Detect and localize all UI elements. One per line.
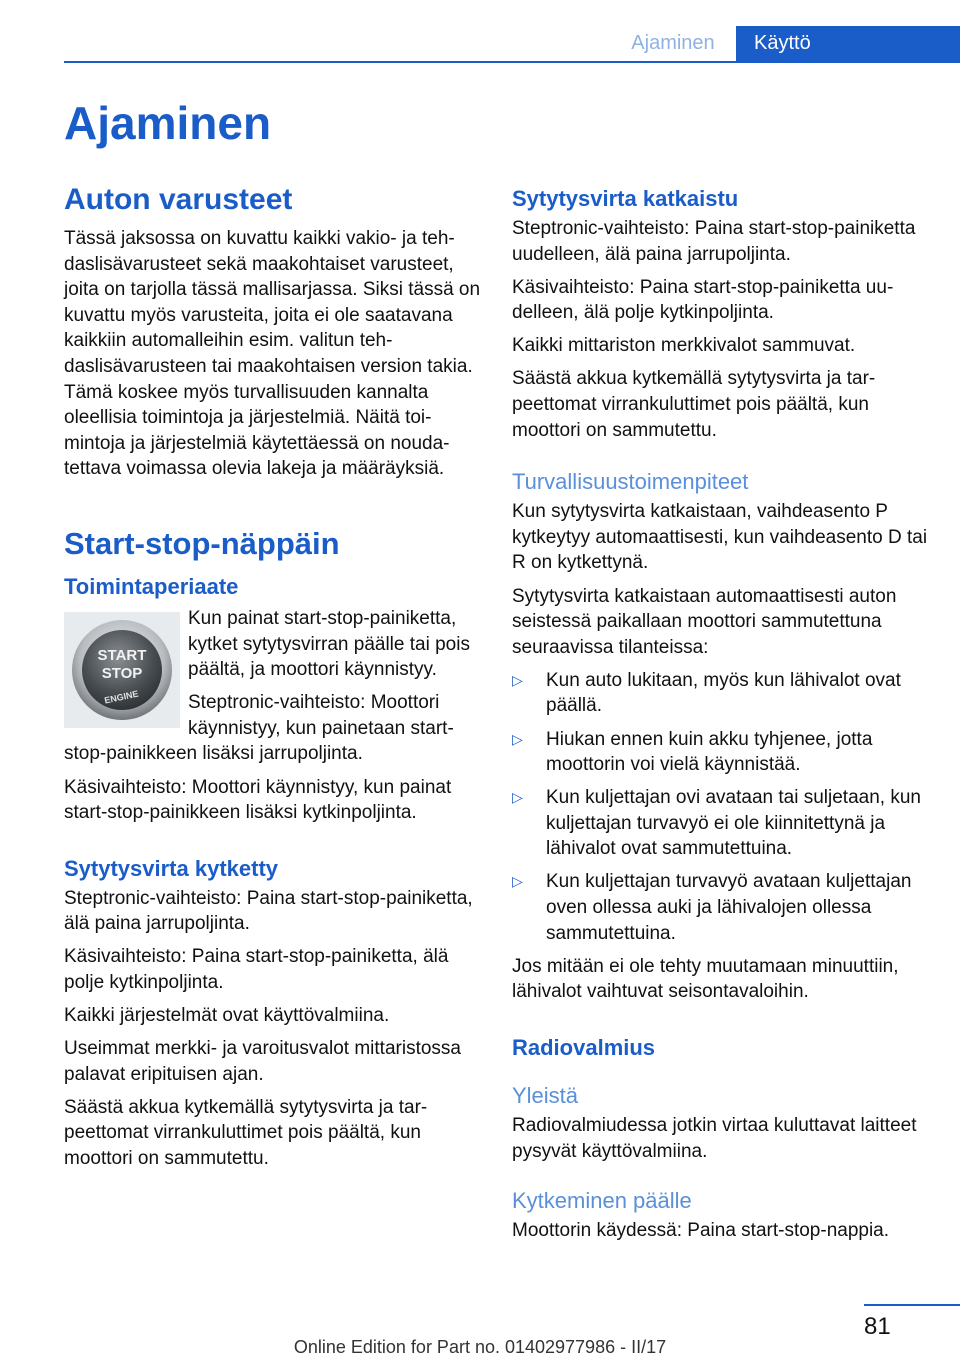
heading-yleista: Yleistä [512, 1082, 579, 1108]
bullet-triangle-icon: ▷ [512, 789, 523, 806]
start-stop-button-image [64, 612, 180, 728]
turva-p1: Kun sytytysvirta katkaistaan, vaihdeasento P kytkeytyy automaattisesti, kun vaihdeasento D tai R on kytkettynä. [512, 501, 928, 574]
katkaistu-p3: Kaikki mittariston merkkivalot sammuvat. [512, 335, 856, 357]
right-column [512, 184, 932, 1251]
heading-kytkeminen-paalle: Kytkeminen päälle [512, 1188, 692, 1214]
katkaistu-p2: Käsivaihteisto: Paina start-stop-painiketta uudelleen, älä polje kytkinpoljinta. [512, 276, 894, 324]
katkaistu-p4: Säästä akkua kytkemällä sytytysvirta ja tarpeettomat virrankuluttimet pois päältä, kun moottori on sammutettu. [512, 368, 876, 441]
heading-sytytysvirta-katkaistu: Sytytysvirta katkaistu [512, 186, 739, 211]
heading-sytytysvirta-kytketty: Sytytysvirta kytketty [64, 855, 279, 881]
heading-auton-varusteet: Auton varusteet [64, 183, 293, 216]
footer-rule [864, 1304, 960, 1306]
header-chapter-tab: Käyttö [736, 26, 960, 61]
heading-toimintaperiaate: Toimintaperiaate [64, 573, 239, 599]
heading-start-stop: Start-stop-näppäin [64, 525, 340, 561]
button-label-stop: STOP [101, 664, 143, 682]
button-label-engine: ENGINE [103, 688, 140, 706]
kytketty-p1: Steptronic-vaihteisto: Paina start-stop-painiketta, älä paina jarrupoljinta. [64, 887, 473, 935]
bullet-triangle-icon: ▷ [512, 873, 523, 890]
button-label-start: START [97, 646, 147, 664]
katkaistu-p1: Steptronic-vaihteisto: Paina start-stop-painiketta uudelleen, älä paina jarrupoljinta. [512, 218, 916, 265]
kytketty-p5: Säästä akkua kytkemällä sytytysvirta ja tarpeettomat virrankuluttimet pois päältä, kun moottori on sammutettu. [64, 1096, 428, 1170]
left-column [64, 180, 482, 1179]
page-number: 81 [864, 1313, 891, 1340]
page-title: Ajaminen [64, 97, 272, 149]
header-section-label: Ajaminen [631, 32, 715, 54]
list-item: ▷ Hiukan ennen kuin akku tyhjenee, jotta moottorin voi vielä käynnistää. [512, 728, 873, 776]
turva-bullet-list [512, 668, 932, 946]
header-rule [64, 61, 960, 63]
auton-varusteet-text: Tässä jaksossa on kuvattu kaikki vakio- ja tehdaslisävarusteet sekä maakohtaiset varusteet, joita on tarjolla tässä mallisarjassa. Siksi tässä on kuvattu myös varusteita, joita ei ole saatavana kaikkiin automalleihin esim. valitun tehdaslisävarusteen tai maakohtaisen version takia. Tämä koskee myös turvallisuuden kannalta oleellisia toimintoja ja järjestelmiä. Näitä toimintoja ja järjestelmiä käytettäessä on noudatettava voimassa olevia lakeja ja määräyksiä. [64, 228, 481, 480]
heading-radiovalmius: Radiovalmius [512, 1034, 656, 1060]
kytketty-p3: Kaikki järjestelmät ovat käyttövalmiina. [64, 1005, 390, 1027]
heading-turvallisuustoimenpiteet: Turvallisuustoimenpiteet [512, 469, 749, 495]
turva-p3: Jos mitään ei ole tehty muutamaan minuuttiin, lähivalot vaihtuvat seisontavaloihin. [512, 955, 899, 1003]
kytkeminen-text: Moottorin käydessä: Paina start-stop-nappia. [512, 1220, 890, 1242]
list-item: ▷ Kun kuljettajan turvavyö avataan kuljettajan oven ollessa auki ja lähivalojen ollessa sammutettuina. [512, 871, 912, 944]
bullet-triangle-icon: ▷ [512, 730, 523, 747]
edition-note: Online Edition for Part no. 01402977986 - II/17 [293, 1337, 667, 1357]
list-item: ▷ Kun kuljettajan ovi avataan tai suljetaan, kun kuljettajan turvavyö ei ole kiinnitettynä ja lähivalot ovat sammutettuina. [512, 787, 921, 860]
start-stop-button-icon [64, 612, 180, 728]
toimintaperiaate-p3: Käsivaihteisto: Moottori käynnistyy, kun painat start-stop-painikkeen lisäksi kytkinpoljinta. [64, 776, 452, 824]
toimintaperiaate-p1: Kun painat start-stop-painiketta, kytket sytytysvirran päälle tai pois päältä, ja moottori käynnistyy. [188, 607, 470, 681]
bullet-triangle-icon: ▷ [512, 671, 523, 688]
turva-p2: Sytytysvirta katkaistaan automaattisesti auton seistessä paikallaan moottori sammutettuna seuraavissa tilanteissa: [512, 585, 897, 658]
toimintaperiaate-p2: Steptronic-vaihteisto: Moottori käynnistyy, kun painetaan start-stop-painikkeen lisäksi jarrupoljinta. [64, 692, 454, 765]
kytketty-p2: Käsivaihteisto: Paina start-stop-painiketta, älä polje kytkinpoljinta. [64, 946, 449, 993]
kytketty-p4: Useimmat merkki- ja varoitusvalot mittaristossa palavat eripituisen ajan. [64, 1038, 461, 1085]
yleista-text: Radiovalmiudessa jotkin virtaa kuluttavat laitteet pysyvät käyttövalmiina. [512, 1114, 917, 1162]
list-item: ▷ Kun auto lukitaan, myös kun lähivalot ovat päällä. [512, 669, 901, 717]
